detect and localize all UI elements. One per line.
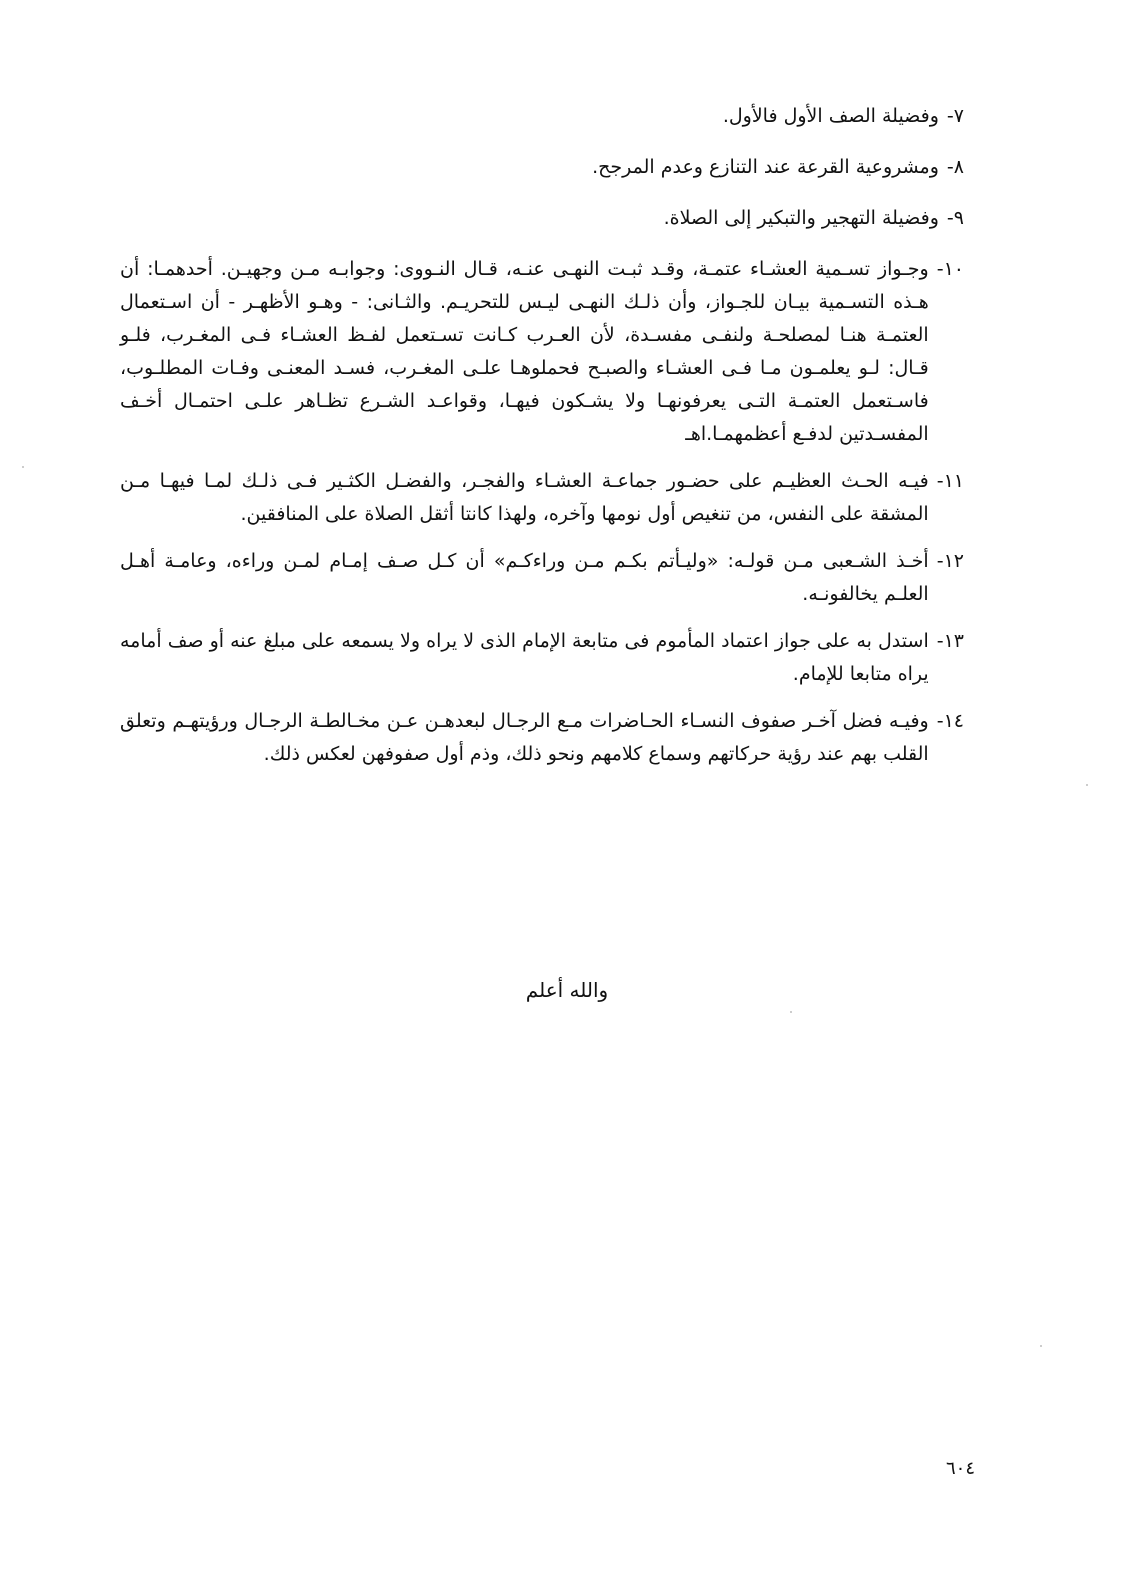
- item-number: ٨-: [946, 156, 964, 178]
- item-number: ٧-: [946, 105, 964, 127]
- item-number: ١١-: [936, 470, 964, 492]
- item-text: وجـواز تسـمية العشـاء عتمـة، وقـد ثبـت النهـى عنـه، قـال النـووى: وجوابـه مـن وجهيـن. أحدهمـا: أن هـذه التسـمية بيـان للجـواز، وأن ذلـك النهـى ليـس للتحريـم. والثـانى: - وهـو الأظهـر - أن اسـتعمال العتمـة هنـا لمصلحـة ولنفـى مفسـدة، لأن العـرب كـانت تسـتعمل لفـظ العشـاء فـى المغـرب، فلـو قـال: لـو يعلمـون مـا فـى العشـاء والصبـح فحملوهـا علـى المغـرب، فسـد المعنـى وفـات المطلـوب، فاسـتعمل العتمـة التـى يعرفونهـا ولا يشـكون فيهـا، وقواعـد الشـرع تظـاهر علـى احتمـال أخـف المفسـدتين لدفـع أعظمهمـا.اهـ: [120, 258, 929, 445]
- item-text: فيـه الحـث العظيـم على حضـور جماعـة العشـاء والفجـر، والفضـل الكثـير فـى ذلـك لمـا فيهـا مـن المشقة على النفس، من تنغيص أول نومها وآخره، ولهذا كانتا أثقل الصلاة على المنافقين.: [120, 470, 929, 525]
- closing-phrase: والله أعلم: [525, 978, 609, 1002]
- item-text: أخـذ الشـعبى مـن قولـه: «وليـأتم بكـم مـن وراءكـم» أن كـل صـف إمـام لمـن وراءه، وعامـة أهـل العلـم يخالفونـه.: [120, 550, 929, 605]
- scan-speck: [1040, 1345, 1042, 1347]
- numbered-list: [120, 100, 964, 785]
- list-item: [120, 202, 964, 235]
- item-number: ١٠-: [936, 258, 964, 280]
- item-number: ١٣-: [936, 630, 964, 652]
- list-item: [120, 253, 964, 451]
- scan-speck: [790, 1011, 792, 1013]
- item-number: ١٢-: [936, 550, 964, 572]
- item-text: وفضيلة التهجير والتبكير إلى الصلاة.: [663, 207, 939, 229]
- list-item: [120, 151, 964, 184]
- item-text: وفضيلة الصف الأول فالأول.: [722, 105, 939, 127]
- page-number: ٦٠٤: [945, 1458, 975, 1479]
- list-item: [120, 705, 964, 771]
- list-item: [120, 625, 964, 691]
- item-text: ومشروعية القرعة عند التنازع وعدم المرجح.: [592, 156, 939, 178]
- list-item: [120, 465, 964, 531]
- item-text: استدل به على جواز اعتماد المأموم فى متابعة الإمام الذى لا يراه ولا يسمعه على مبلغ عنه أو صف أمامه يراه متابعا للإمام.: [120, 630, 929, 685]
- item-number: ١٤-: [936, 710, 964, 732]
- scan-speck: [1086, 784, 1088, 786]
- item-number: ٩-: [946, 207, 964, 229]
- list-item: [120, 545, 964, 611]
- scan-speck: [22, 466, 24, 468]
- item-text: وفيـه فضل آخـر صفوف النسـاء الحـاضرات مـع الرجـال لبعدهـن عـن مخـالطـة الرجـال ورؤيتهـم وتعلق القلب بهم عند رؤية حركاتهم وسماع كلامهم ونحو ذلك، وذم أول صفوفهن لعكس ذلك.: [120, 710, 929, 765]
- list-item: [120, 100, 964, 133]
